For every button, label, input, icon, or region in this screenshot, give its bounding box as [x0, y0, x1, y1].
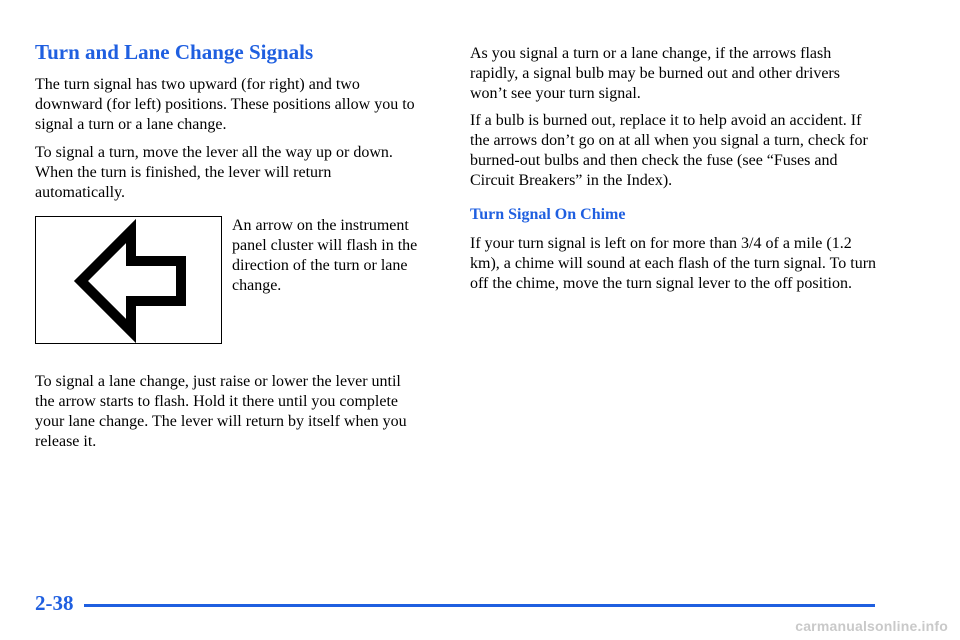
right-paragraph-1: As you signal a turn or a lane change, if the arrows flash rapidly, a signal bulb may be burned out and other drivers won’t see your turn signal.	[470, 45, 840, 102]
watermark: carmanualsonline.info	[795, 618, 948, 634]
footer-rule	[84, 604, 875, 607]
left-arrow-outline-icon	[36, 217, 223, 345]
chime-subheading: Turn Signal On Chime	[470, 206, 626, 223]
left-paragraph-3: To signal a lane change, just raise or lower the lever until the arrow starts to flash. Hold it there until you complete your lane change. The lever will return by itself when you release it.	[35, 373, 407, 450]
right-paragraph-3: If your turn signal is left on for more than 3/4 of a mile (1.2 km), a chime will sound at each flash of the turn signal. To turn off the chime, move the turn signal lever to the off position.	[470, 235, 877, 292]
page-heading: Turn and Lane Change Signals	[35, 40, 314, 64]
left-paragraph-1: The turn signal has two upward (for right) and two downward (for left) positions. These positions allow you to signal a turn or a lane change.	[35, 76, 415, 133]
right-paragraph-2: If a bulb is burned out, replace it to help avoid an accident. If the arrows don’t go on at all when you signal a turn, check for burned-out bulbs and then check the fuse (see “Fuses and Circuit Breakers” in the Index).	[470, 112, 868, 189]
turn-signal-figure	[35, 216, 222, 344]
figure-caption: An arrow on the instrument panel cluster will flash in the direction of the turn or lane change.	[232, 217, 418, 294]
left-paragraph-2: To signal a turn, move the lever all the way up or down. When the turn is finished, the lever will return automatically.	[35, 144, 393, 201]
page-number: 2-38	[35, 591, 74, 615]
